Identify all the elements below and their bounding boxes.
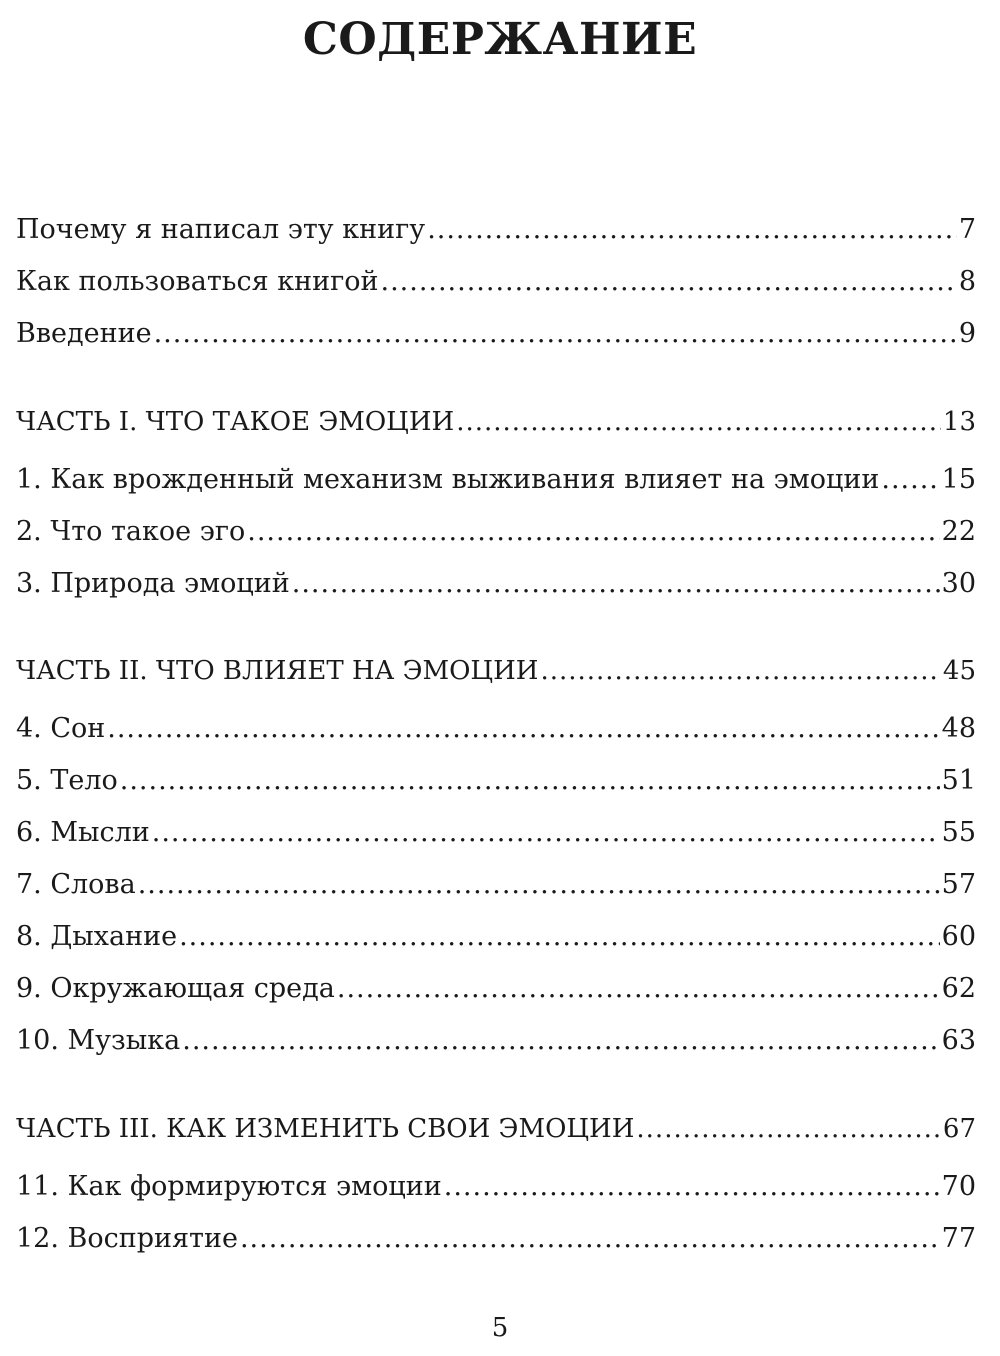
dot-leader [380,262,956,302]
toc-entry-chapter-3[interactable] [16,564,976,604]
toc-entry-label: 12. Восприятие [16,1223,238,1254]
dot-leader [456,402,941,442]
dot-leader [107,709,939,749]
dot-leader [444,1167,940,1207]
dot-leader [881,460,939,500]
toc-entry-label: 10. Музыка [16,1025,181,1056]
toc-entry-label: Как пользоваться книгой [16,266,379,297]
page-title: СОДЕРЖАНИЕ [302,14,698,65]
toc-entry-page: 57 [941,869,976,900]
toc-entry-page: 51 [941,765,976,796]
toc-entry-page: 60 [941,921,976,952]
toc-entry-chapter-8[interactable] [16,917,976,957]
toc-entry-page: 30 [941,568,976,599]
dot-leader [636,1109,941,1149]
dot-leader [247,512,939,552]
dot-leader [154,314,957,354]
toc-entry-label: 3. Природа эмоций [16,568,290,599]
toc-entry-page: 70 [941,1171,976,1202]
toc-entry-page: 67 [942,1114,976,1144]
page-number: 5 [491,1313,509,1343]
toc-entry-page: 63 [941,1025,976,1056]
toc-entry-chapter-11[interactable] [16,1167,976,1207]
toc-entry-how-to-use[interactable] [16,262,976,302]
toc-entry-introduction[interactable] [16,314,976,354]
dot-leader [427,210,957,250]
dot-leader [179,917,940,957]
toc-entry-page: 55 [941,817,976,848]
toc-entry-page: 77 [941,1223,976,1254]
toc-entry-label: 8. Дыхание [16,921,178,952]
toc-entry-label: 11. Как формируются эмоции [16,1171,442,1202]
toc-entry-page: 62 [941,973,976,1004]
toc-entry-page: 8 [958,266,976,297]
dot-leader [138,865,940,905]
toc-entry-label: 1. Как врожденный механизм выживания влияет на эмоции [16,464,880,495]
toc-entry-why-i-wrote[interactable] [16,210,976,250]
toc-entry-chapter-6[interactable] [16,813,976,853]
dot-leader [240,1219,940,1259]
toc-part-label: ЧАСТЬ III. КАК ИЗМЕНИТЬ СВОИ ЭМОЦИИ [16,1114,635,1144]
toc-entry-label: 2. Что такое эго [16,516,246,547]
toc-entry-chapter-4[interactable] [16,709,976,749]
toc-entry-page: 45 [942,656,976,686]
toc-entry-chapter-12[interactable] [16,1219,976,1259]
toc-entry-chapter-10[interactable] [16,1021,976,1061]
dot-leader [152,813,940,853]
toc-entry-chapter-9[interactable] [16,969,976,1009]
toc-entry-page: 9 [958,318,976,349]
dot-leader [120,761,940,801]
dot-leader [182,1021,939,1061]
toc-entry-label: Введение [16,318,152,349]
toc-entry-page: 7 [958,214,976,245]
toc-entry-page: 15 [941,464,976,495]
toc-part-label: ЧАСТЬ I. ЧТО ТАКОЕ ЭМОЦИИ [16,407,455,437]
toc-entry-label: 6. Мысли [16,817,150,848]
toc-entry-label: 9. Окружающая среда [16,973,335,1004]
toc-entry-label: 4. Сон [16,713,106,744]
toc-entry-label: 7. Слова [16,869,136,900]
toc-part-2[interactable] [16,651,976,691]
toc-entry-page: 22 [941,516,976,547]
toc-entry-chapter-7[interactable] [16,865,976,905]
toc-entry-chapter-1[interactable] [16,460,976,500]
toc-part-3[interactable] [16,1109,976,1149]
toc-part-label: ЧАСТЬ II. ЧТО ВЛИЯЕТ НА ЭМОЦИИ [16,656,539,686]
toc-entry-page: 48 [941,713,976,744]
toc-entry-chapter-2[interactable] [16,512,976,552]
toc-entry-page: 13 [942,407,976,437]
dot-leader [337,969,940,1009]
toc-entry-label: 5. Тело [16,765,118,796]
toc-entry-chapter-5[interactable] [16,761,976,801]
dot-leader [292,564,940,604]
toc-entry-label: Почему я написал эту книгу [16,214,426,245]
toc-part-1[interactable] [16,402,976,442]
dot-leader [540,651,940,691]
